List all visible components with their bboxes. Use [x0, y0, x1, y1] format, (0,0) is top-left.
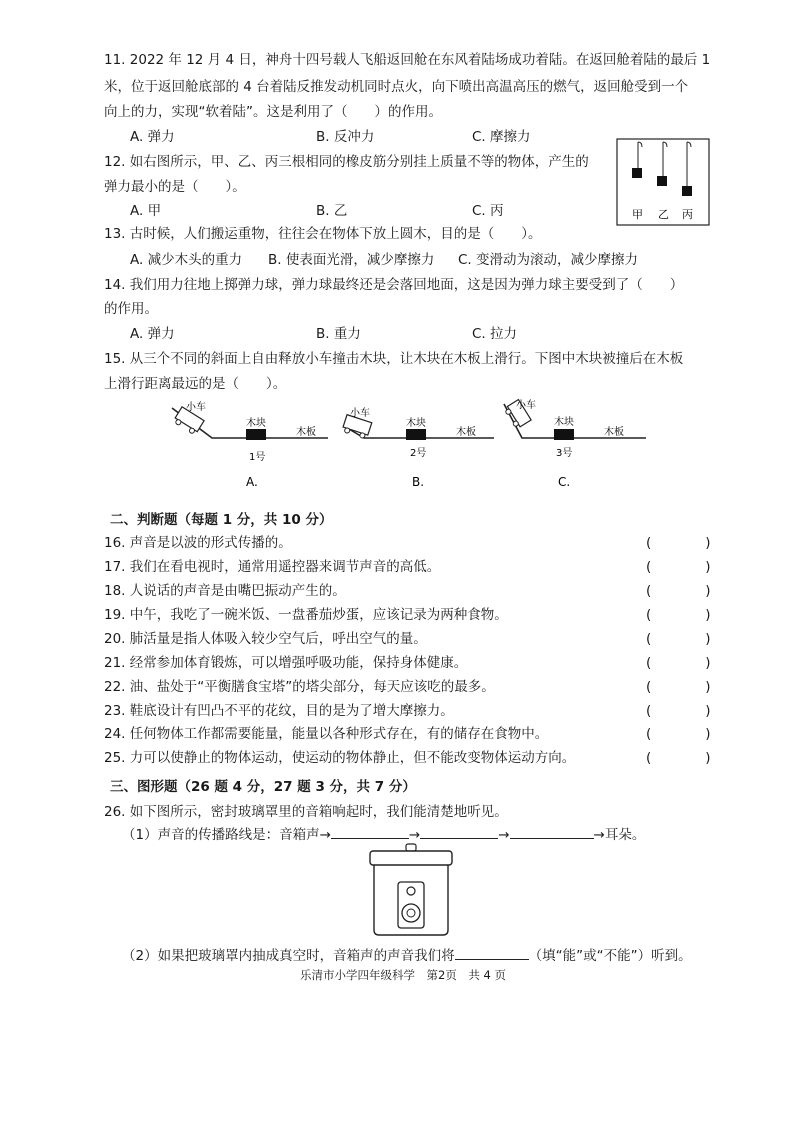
q11-line3: 向上的力，实现“软着陆”。这是利用了（ ）的作用。	[104, 104, 442, 120]
q15-line2: 上滑行距离最远的是（ ）。	[104, 376, 287, 392]
judge-answer-23: ( )	[646, 703, 711, 719]
q12-label-yi: 乙	[658, 208, 669, 221]
q11-option-a: A. 弹力	[130, 129, 175, 145]
judge-item-25: 25. 力可以使静止的物体运动，使运动的物体静止，但不能改变物体运动方向。	[104, 750, 576, 766]
judge-answer-20: ( )	[646, 631, 711, 647]
q14-option-c: C. 拉力	[472, 326, 518, 342]
q26-blank-1[interactable]	[331, 826, 409, 839]
q15-fig1-num: 1号	[249, 452, 266, 463]
q12-label-jia: 甲	[632, 208, 643, 221]
q11-option-b: B. 反冲力	[316, 129, 375, 145]
judge-item-17: 17. 我们在看电视时，通常用遥控器来调节声音的高低。	[104, 559, 441, 575]
section-2-title: 二、判断题（每题 1 分，共 10 分）	[110, 512, 333, 528]
q14-option-b: B. 重力	[316, 326, 361, 342]
q15-figure-1	[166, 396, 342, 492]
q26-arrow-2: →	[498, 827, 510, 843]
judge-answer-22: ( )	[646, 679, 711, 695]
q15-fig3-car-label: 小车	[516, 400, 536, 411]
glass-jar-speaker-figure	[368, 842, 454, 938]
q14-line2: 的作用。	[104, 301, 158, 317]
q11-line1: 11. 2022 年 12 月 4 日，神舟十四号载人飞船返回舱在东风着陆场成功着陆。在返回舱着陆的最后 1	[104, 52, 711, 68]
section-3-title: 三、图形题（26 题 4 分，27 题 3 分，共 7 分）	[110, 779, 416, 795]
q26-blank-2[interactable]	[420, 826, 498, 839]
judge-item-19: 19. 中午，我吃了一碗米饭、一盘番茄炒蛋，应该记录为两种食物。	[104, 607, 508, 623]
q15-fig3-board-label: 木板	[604, 427, 624, 438]
q15-fig2-board-label: 木板	[456, 427, 476, 438]
q26-blank-3[interactable]	[510, 826, 594, 839]
judge-answer-24: ( )	[646, 726, 711, 742]
q26-sub1-prefix: （1）声音的传播路线是：音箱声→	[122, 827, 331, 843]
judge-answer-17: ( )	[646, 559, 711, 575]
page-footer: 乐清市小学四年级科学 第2页 共 4 页	[300, 968, 506, 982]
judge-item-20: 20. 肺活量是指人体吸入较少空气后，呼出空气的量。	[104, 631, 427, 647]
q15-fig3-num: 3号	[556, 448, 573, 459]
q26-sub2	[122, 944, 692, 964]
q11-line2: 米，位于返回舱底部的 4 台着陆反推发动机同时点火，向下喷出高温高压的燃气，返回舱受到一个	[104, 79, 689, 95]
q15-figure-3	[500, 394, 660, 492]
judge-item-24: 24. 任何物体工作都需要能量，能量以各种形式存在，有的储存在食物中。	[104, 726, 549, 742]
q14-option-a: A. 弹力	[130, 326, 175, 342]
q15-option-a: A.	[246, 475, 258, 489]
judge-item-23: 23. 鞋底设计有凹凸不平的花纹，目的是为了增大摩擦力。	[104, 703, 454, 719]
q15-fig1-block-label: 木块	[246, 418, 266, 429]
q12-option-b: B. 乙	[316, 203, 348, 219]
q26-blank-4[interactable]	[455, 947, 529, 960]
q15-fig2-car-label: 小车	[350, 408, 370, 419]
q15-line1: 15. 从三个不同的斜面上自由释放小车撞击木块，让木块在木板上滑行。下图中木块被撞后在木板	[104, 351, 684, 367]
q15-figure-2	[338, 396, 504, 492]
q13-option-c: C. 变滑动为滚动，减少摩擦力	[458, 252, 639, 268]
q12-label-bing: 丙	[682, 208, 693, 221]
q12-line2: 弹力最小的是（ ）。	[104, 179, 246, 195]
judge-answer-19: ( )	[646, 607, 711, 623]
q12-line1: 12. 如右图所示，甲、乙、丙三根相同的橡皮筋分别挂上质量不等的物体，产生的	[104, 154, 589, 170]
q13-line1: 13. 古时候，人们搬运重物，往往会在物体下放上圆木，目的是（ ）。	[104, 226, 542, 242]
q26-sub2-suffix: （填“能”或“不能”）听到。	[528, 948, 692, 964]
q12-rubber-band-figure	[616, 138, 710, 226]
q13-option-b: B. 使表面光滑，减少摩擦力	[268, 252, 435, 268]
q15-fig1-car-label: 小车	[186, 402, 206, 413]
q26-sub2-prefix: （2）如果把玻璃罩内抽成真空时，音箱声的声音我们将	[122, 948, 455, 964]
judge-item-18: 18. 人说话的声音是由嘴巴振动产生的。	[104, 583, 346, 599]
q15-fig2-num: 2号	[410, 448, 427, 459]
q26-sub1	[122, 823, 645, 843]
judge-item-22: 22. 油、盐处于“平衡膳食宝塔”的塔尖部分，每天应该吃的最多。	[104, 679, 495, 695]
q14-line1: 14. 我们用力往地上掷弹力球，弹力球最终还是会落回地面，这是因为弹力球主要受到了（ ）	[104, 277, 684, 293]
judge-answer-25: ( )	[646, 750, 711, 766]
judge-item-21: 21. 经常参加体育锻炼，可以增强呼吸功能，保持身体健康。	[104, 655, 468, 671]
q13-option-a: A. 减少木头的重力	[130, 252, 243, 268]
q12-option-c: C. 丙	[472, 203, 504, 219]
q26-sub1-suffix: →耳朵。	[593, 827, 646, 843]
q15-fig2-block-label: 木块	[406, 418, 426, 429]
q26-arrow-1: →	[408, 827, 421, 843]
q15-option-b: B.	[412, 475, 425, 489]
judge-answer-21: ( )	[646, 655, 711, 671]
q15-fig3-block-label: 木块	[554, 417, 574, 428]
q12-option-a: A. 甲	[130, 203, 162, 219]
q11-option-c: C. 摩擦力	[472, 129, 531, 145]
q15-option-c: C.	[558, 475, 571, 489]
q26-text: 26. 如下图所示，密封玻璃罩里的音箱响起时，我们能清楚地听见。	[104, 804, 508, 820]
q15-fig1-board-label: 木板	[296, 427, 316, 438]
judge-answer-18: ( )	[646, 583, 711, 599]
judge-item-16: 16. 声音是以波的形式传播的。	[104, 535, 292, 551]
judge-answer-16: ( )	[646, 535, 711, 551]
